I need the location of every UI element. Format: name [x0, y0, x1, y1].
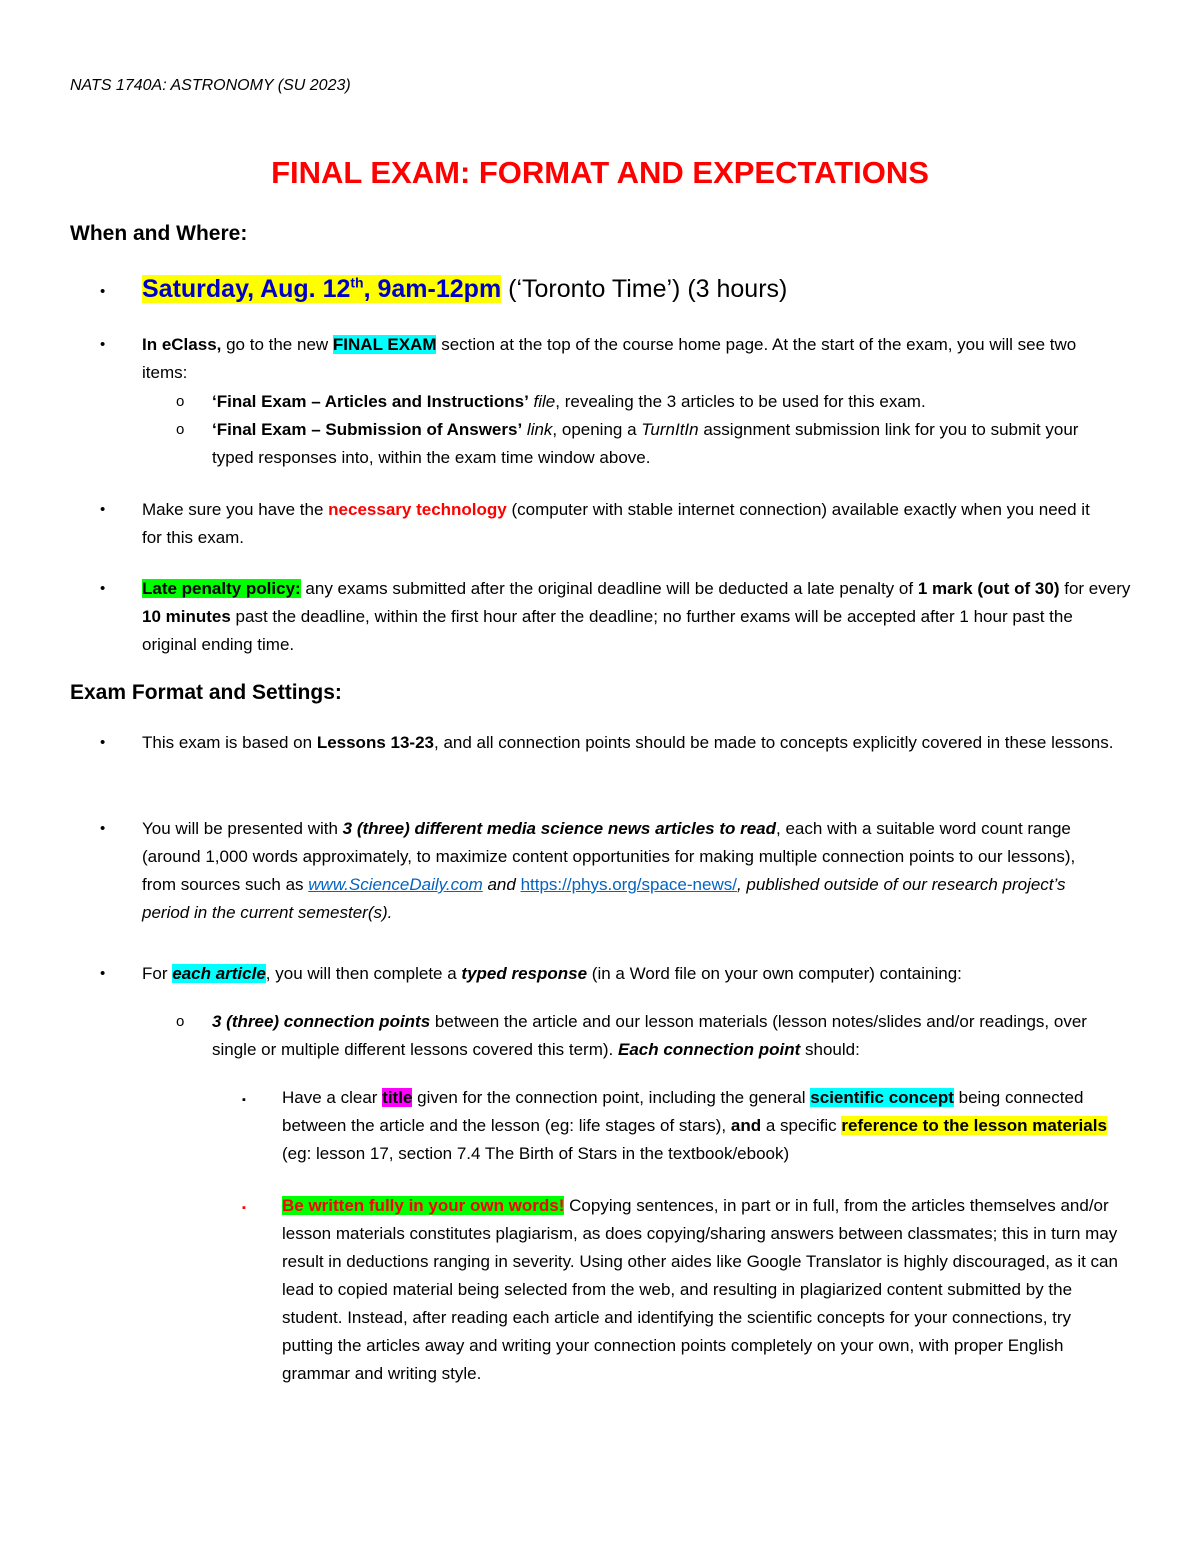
necessary-technology-text: necessary technology — [328, 500, 507, 519]
bullet-glyph: • — [100, 580, 106, 597]
technology-note: Make sure you have the necessary technology (computer with stable internet connection) available exactly when you need it for this exam. — [142, 500, 1090, 547]
articles-description: You will be presented with 3 (three) different media science news articles to read, each with a suitable word count range (around 1,000 words approximately, to maximize content opportunities for making multiple connection points to our lessons), from sources such as www.ScienceDaily.com and https://phys.org/space-news/, published outside of our research project’s period in the current semester(s). — [142, 819, 1076, 922]
bullet-glyph: • — [100, 283, 106, 300]
eclass-instructions: In eClass, go to the new FINAL EXAM section at the top of the course home page. At the start of the exam, you will see two items: — [142, 335, 1077, 382]
typed-response-intro: For each article, you will then complete a typed response (in a Word file on your own computer) containing: — [142, 964, 962, 983]
late-penalty-policy: Late penalty policy: any exams submitted after the original deadline will be deducted a late penalty of 1 mark (out of 30) for every 10 minutes past the deadline, within the first hour after the deadline; no further exams will be accepted after 1 hour past the original ending time. — [142, 579, 1131, 654]
lessons-scope: This exam is based on Lessons 13-23, and all connection points should be made to concepts explicitly covered in these lessons. — [142, 733, 1114, 752]
item-articles-file: ‘Final Exam – Articles and Instructions’ file, revealing the 3 articles to be used for this exam. — [212, 392, 926, 411]
phys-org-link[interactable]: https://phys.org/space-news/ — [520, 875, 737, 894]
bullet-glyph: • — [100, 965, 106, 982]
bullet-glyph: • — [100, 501, 106, 518]
item-submission-link: ‘Final Exam – Submission of Answers’ link, opening a TurnItIn assignment submission link for you to submit your typed responses into, within the exam time window above. — [212, 420, 1079, 467]
requirement-own-words: Be written fully in your own words! Copying sentences, in part or in full, from the articles themselves and/or lesson materials constitutes plagiarism, as does copying/sharing answers between classmates; this in turn may result in deductions ranging in severity. Using other aides like Google Translator is highly discouraged, as it can lead to copied material being selected from the web, and resulting in plagiarized content submitted by the student. Instead, after reading each article and identifying the scientific concepts for your connections, try putting the articles away and writing your connection points completely on your own, with proper English grammar and writing style. — [282, 1196, 1118, 1383]
document-title: FINAL EXAM: FORMAT AND EXPECTATIONS — [271, 155, 929, 190]
circle-bullet: o — [176, 393, 185, 410]
sciencedaily-link[interactable]: www.ScienceDaily.com — [308, 875, 483, 894]
requirement-title: Have a clear title given for the connection point, including the general scientific concept being connected between the article and the lesson (eg: life stages of stars), and a specific reference to the lesson materials (eg: lesson 17, section 7.4 The Birth of Stars in the textbook/ebook) — [282, 1088, 1107, 1163]
course-header: NATS 1740A: ASTRONOMY (SU 2023) — [70, 77, 351, 94]
bullet-glyph: • — [100, 734, 106, 751]
square-bullet: ▪ — [242, 1202, 246, 1214]
exam-date-line: Saturday, Aug. 12th, 9am-12pm (‘Toronto Time’) (3 hours) — [142, 274, 788, 303]
bullet-glyph: • — [100, 820, 106, 837]
circle-bullet: o — [176, 1013, 185, 1030]
section-heading-exam-format: Exam Format and Settings: — [70, 681, 342, 704]
connection-points-spec: 3 (three) connection points between the article and our lesson materials (lesson notes/slides and/or readings, over single or multiple different lessons covered this term). Each connection point should: — [212, 1012, 1087, 1059]
bullet-glyph: • — [100, 336, 106, 353]
square-bullet: ▪ — [242, 1094, 246, 1106]
section-heading-when-where: When and Where: — [70, 222, 248, 245]
circle-bullet: o — [176, 421, 185, 438]
final-exam-highlight: FINAL EXAM — [332, 335, 437, 354]
